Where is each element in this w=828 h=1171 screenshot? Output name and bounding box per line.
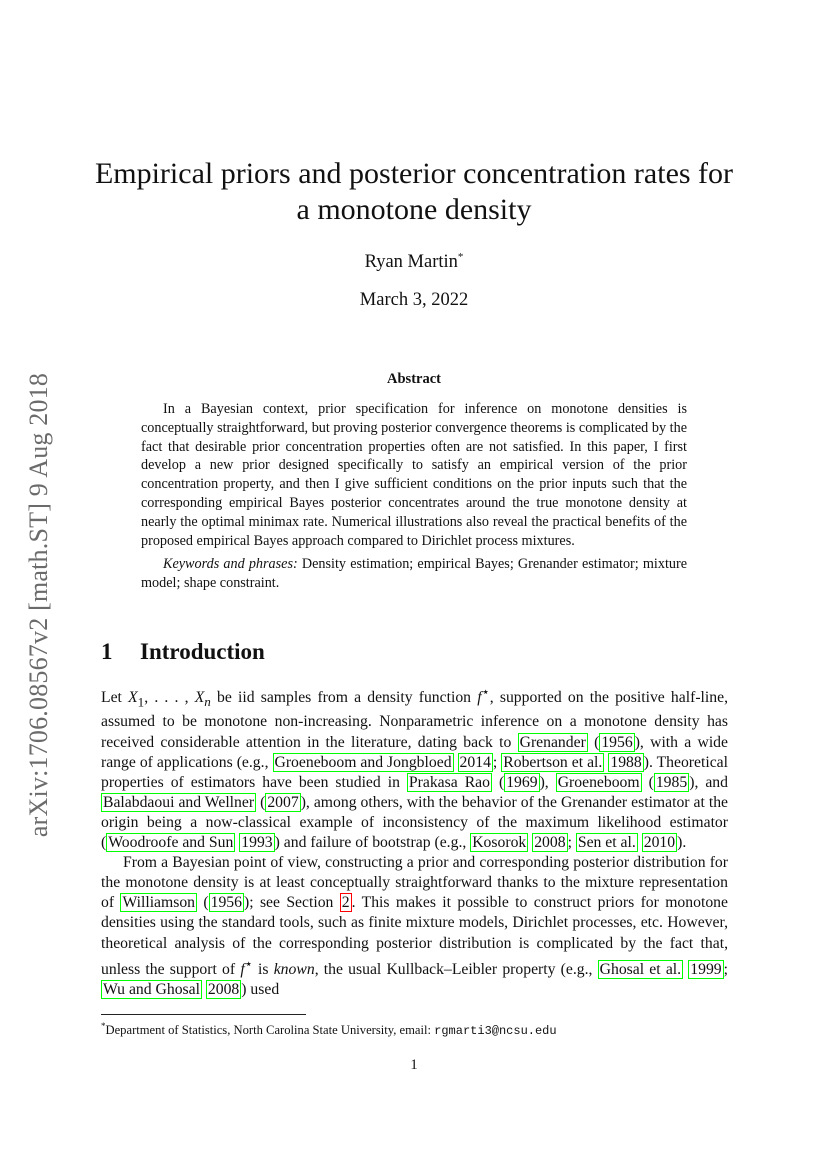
text: ;	[492, 753, 502, 771]
math-samples: X	[128, 689, 138, 707]
citation-link[interactable]: 1969	[506, 773, 538, 791]
text: , and	[694, 773, 728, 791]
text: be iid samples from a density function	[210, 689, 478, 707]
emphasis-known: known	[273, 960, 315, 978]
math-f-star: f	[477, 689, 482, 707]
intro-paragraph-1: Let $X_1$, . . . , $X_n$ be iid samples from a density function f⋆, supported on the positive half-line, assumed to be monotone non-increasing. Nonparametric inference on a monotone density has received considerable attention in the literature, dating back to Grenander ( 1956 ), with a wide range of applications (e.g., Groeneboom and Jongbloed 2014 ; Robertson et al. 1988 ). Theoretical properties of estimators have been studied in Prakasa Rao ( 1969 ), Groeneboom ( 1985 ), and Balabdaoui and Wellner ( 2007 ), among others, with the behavior of the Grenander estimator at the origin being a now-classical example of inconsistency of the maximum likelihood estimator ( Woodroofe and Sun 1993 ) and failure of bootstrap (e.g., Kosorok 2008 ; Sen et al. 2010 ).	[101, 684, 729, 852]
citation-link[interactable]: Balabdaoui and Wellner	[103, 793, 255, 811]
arxiv-identifier	[14, 350, 64, 860]
keywords-list: Density estimation; empirical Bayes; Grenander estimator; mixture model; shape constraint.	[141, 556, 687, 592]
section-heading	[101, 639, 265, 665]
math-f-star: f	[240, 960, 245, 978]
intro-paragraph-2: From a Bayesian point of view, constructing a prior and corresponding posterior distribution for the monotone density is at least conceptually straightforward thanks to the mixture representation of Williamson ( 1956 ); see Section 2 . This makes it possible to construct priors for monotone densities using the standard tools, such as finite mixture models, Dirichlet processes, etc. However, theoretical analysis of the corresponding posterior distribution is complicated by the fact that, unless the support of f⋆ is known, the usual Kullback–Leibler property (e.g., Ghosal et al. 1999 ; Wu and Ghosal 2008 ) used	[101, 854, 728, 998]
section-title: Introduction	[140, 639, 265, 664]
footnote	[101, 1018, 728, 1039]
text: ;	[567, 834, 576, 852]
introduction-body	[101, 682, 728, 1000]
citation-link[interactable]: 1956	[601, 733, 633, 751]
arxiv-identifier-text: arXiv:1706.08567v2 [math.ST] 9 Aug 2018	[24, 372, 53, 838]
text: . This makes it possible to construct priors for monotone densities using the standard tools, such as finite mixture models, Dirichlet processes, etc. However, theoretical analysis of the corresponding posterior distribution is complicated by the fact that, unless the support of	[101, 894, 728, 978]
citation-link[interactable]: 2008	[207, 980, 240, 998]
text: ). Theoretical properties of estimators have been studied in	[101, 753, 728, 791]
abstract-text: In a Bayesian context, prior specification for inference on monotone densities is conceptually straightforward, but proving posterior convergence theorems is complicated by the fact that desirable prior concentration properties often are not satisfied. In this paper, I first develop a new prior designed specifically to satisfy an empirical version of the prior concentration property, and then I give sufficient conditions on the prior inputs such that the corresponding empirical Bayes posterior concentrates around the true monotone density at nearly the optimal minimax rate. Numerical illustrations also reveal the practical benefits of the proposed empirical Bayes approach compared to Dirichlet process mixtures.	[141, 401, 687, 549]
title-line-1: Empirical priors and posterior concentration rates for	[94, 157, 734, 190]
text: ).	[677, 834, 687, 852]
author-footnote-mark[interactable]: *	[457, 251, 464, 263]
keywords-label: Keywords and phrases:	[163, 556, 298, 573]
footnote-text: Department of Statistics, North Carolina State University, email:	[105, 1023, 435, 1038]
text: ;	[723, 960, 728, 978]
text: , supported on the positive half-line, assumed to be monotone non-increasing. Nonparametric inference on a monotone density has received considerable attention in the literature, dating back to	[101, 689, 728, 751]
citation-link[interactable]: 1988	[610, 753, 642, 771]
date: March 3, 2022	[359, 290, 469, 310]
footnote-rule	[101, 1014, 306, 1015]
citation-link[interactable]: Groeneboom	[557, 773, 640, 791]
citation-link[interactable]: Ghosal et al.	[599, 960, 682, 978]
citation-link[interactable]: Robertson et al.	[503, 753, 603, 771]
footnote-email[interactable]: rgmarti3@ncsu.edu	[434, 1024, 557, 1039]
citation-link[interactable]: 1956	[210, 894, 242, 912]
citation-link[interactable]: Prakasa Rao	[408, 773, 490, 791]
section-number: 1	[101, 639, 113, 664]
citation-link[interactable]: Woodroofe and Sun	[108, 834, 234, 852]
text: ) used	[241, 980, 280, 998]
citation-link[interactable]: 1985	[655, 773, 688, 791]
section-reference-link[interactable]: 2	[341, 894, 350, 912]
author-name: Ryan Martin	[364, 252, 458, 273]
citation-link[interactable]: 2007	[267, 793, 299, 811]
title-line-2: a monotone density	[296, 193, 532, 226]
citation-link[interactable]: Groeneboom and Jongbloed	[274, 753, 452, 771]
paper-title	[90, 156, 738, 228]
text: , the usual Kullback–Leibler property (e.g.,	[314, 960, 598, 978]
citation-link[interactable]: Sen et al.	[577, 834, 636, 852]
text: , with a wide range of applications (e.g.,	[101, 733, 728, 771]
text: ) and failure of bootstrap (e.g.,	[274, 834, 471, 852]
text: ,	[544, 773, 556, 791]
text: From a Bayesian point of view, constructing a prior and corresponding posterior distribution for the monotone density is at least conceptually straightforward thanks to the mixture representation of	[101, 854, 728, 912]
footnote-mark: *	[101, 1021, 106, 1031]
citation-link[interactable]: Wu and Ghosal	[103, 980, 200, 998]
text: , among others, with the behavior of the Grenander estimator at the origin being a now-classical example of inconsistency of the maximum likelihood estimator (	[101, 793, 729, 852]
citation-link[interactable]: 2014	[459, 753, 491, 771]
citation-link[interactable]: Williamson	[122, 894, 196, 912]
text: is	[252, 960, 274, 978]
citation-link[interactable]: 2008	[534, 834, 566, 852]
citation-link[interactable]: 1999	[690, 960, 722, 978]
text: ; see Section	[249, 894, 340, 912]
citation-link[interactable]: 2010	[643, 834, 676, 852]
abstract	[141, 400, 687, 593]
author	[0, 251, 828, 273]
text: Let	[101, 689, 129, 707]
citation-link[interactable]: Grenander	[519, 733, 586, 751]
citation-link[interactable]: Kosorok	[472, 834, 527, 852]
keywords	[141, 555, 687, 593]
citation-link[interactable]: 1993	[241, 834, 273, 852]
abstract-heading: Abstract	[387, 371, 441, 387]
page-number: 1	[410, 1057, 418, 1073]
